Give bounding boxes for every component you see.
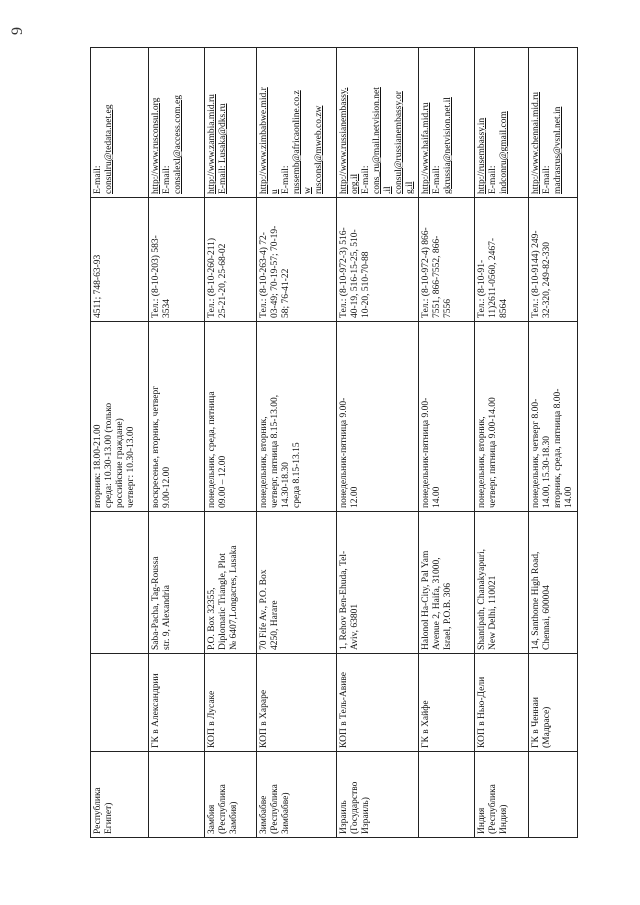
- mission-line: КОП в Лусаке: [207, 690, 217, 748]
- contact-link[interactable]: indconru@gmail.com: [499, 111, 509, 194]
- country-line: Замбия: [207, 804, 217, 834]
- address-line: P.O. Box 32355,: [207, 587, 217, 650]
- hours-line: 12.00: [350, 486, 360, 508]
- address-cell: [205, 512, 257, 654]
- hours-line: 14.00: [432, 486, 442, 508]
- country-line: (Республика: [218, 784, 228, 834]
- hours-line: 14.00, 15.30-18.30: [542, 435, 552, 508]
- phone-cell: [257, 198, 337, 322]
- hours-line: воскресенье, вторник, четверг: [151, 385, 161, 508]
- table-row: [149, 48, 205, 838]
- phone-line: 25-21-20, 25-68-02: [218, 243, 228, 318]
- address-cell: [337, 512, 419, 654]
- contact-link[interactable]: madrasrus@vsnl.net.in: [553, 106, 563, 194]
- contacts-cell: [205, 48, 257, 198]
- country-line: Республика: [93, 787, 103, 834]
- mission-line: (Мадрасе): [542, 706, 552, 748]
- phone-line: 7551, 866-7552, 866-: [432, 235, 442, 318]
- contact-label: E-mail:: [542, 165, 552, 194]
- contact-link[interactable]: consalexl@access.com.eg: [173, 95, 183, 194]
- contact-label: E-mail:: [281, 165, 291, 194]
- contact-link[interactable]: http://www.haifa.mid.ru: [421, 102, 431, 194]
- phone-line: 32-320, 249-82-330: [542, 242, 552, 318]
- contact-link[interactable]: E-mail: Lusaka@dks.ru: [218, 103, 228, 194]
- contacts-cell: [419, 48, 475, 198]
- country-cell: [475, 752, 529, 838]
- mission-line: КОП в Нью-Дели: [477, 676, 487, 748]
- contact-link[interactable]: .il: [383, 186, 393, 194]
- country-cell: [149, 752, 205, 838]
- contact-link[interactable]: http://www.zambia.mid.ru: [207, 94, 217, 194]
- hours-line: среда 8.15-13.15: [292, 442, 302, 508]
- country-line: Замбия): [229, 801, 239, 834]
- country-line: (Республика: [270, 784, 280, 834]
- table-row: [337, 48, 419, 838]
- address-line: Israel, P.O.B. 306: [443, 582, 453, 650]
- hours-line: вторник, среда, пятница 8.00-: [553, 388, 563, 508]
- address-cell: [257, 512, 337, 654]
- contacts-cell: [91, 48, 149, 198]
- contact-link[interactable]: cons_ru@mail.netvision.net: [372, 87, 382, 194]
- phone-line: 03-49; 70-19-57; 70-19-: [270, 225, 280, 318]
- phone-line: Тел.: (8-10-9144) 249-: [531, 230, 541, 318]
- phone-cell: [475, 198, 529, 322]
- country-line: Индия: [477, 807, 487, 834]
- address-line: № 6407,Longacres, Lusaka: [229, 545, 239, 650]
- contact-label: E-mail:: [93, 165, 103, 194]
- address-line: Shantipath, Chanakyapuri,: [477, 548, 487, 650]
- mission-line: КОП в Тель-Авиве: [339, 671, 349, 748]
- contact-link[interactable]: org.il: [350, 173, 360, 194]
- contacts-cell: [337, 48, 419, 198]
- mission-cell: [337, 654, 419, 752]
- hours-line: среда: 10.30-13.00 (только: [104, 402, 114, 508]
- hours-cell: [149, 322, 205, 512]
- contact-link[interactable]: http://www.russianembassy.: [339, 87, 349, 194]
- address-cell: [91, 512, 149, 654]
- hours-line: российские граждане): [115, 418, 125, 508]
- phone-cell: [205, 198, 257, 322]
- mission-line: ГК в Александрии: [151, 673, 161, 748]
- contact-label: E-mail:: [432, 165, 442, 194]
- address-line: str. 9, Alexandria: [162, 585, 172, 650]
- address-line: Halonol Ha-City, Pal Yam: [421, 550, 431, 650]
- mission-cell: [419, 654, 475, 752]
- contact-link[interactable]: http://www.rusconsul.org: [151, 97, 161, 194]
- contact-label: E-mail:: [162, 165, 172, 194]
- phone-line: Тел.: (8-10-260-211): [207, 237, 217, 318]
- phone-line: 40-19, 516-15-25, 510-: [350, 229, 360, 318]
- phone-line: 3534: [162, 299, 172, 318]
- contact-link[interactable]: http://rusembassy.in: [477, 117, 487, 194]
- phone-cell: [337, 198, 419, 322]
- rotated-table-container: [90, 48, 575, 838]
- contact-link[interactable]: w: [303, 187, 313, 194]
- contact-link[interactable]: rusconsl@mweb.co.zw: [314, 105, 324, 194]
- mission-cell: [529, 654, 578, 752]
- mission-cell: [149, 654, 205, 752]
- phone-line: Тел.: (8-10-972-4) 866-: [421, 227, 431, 318]
- contact-link[interactable]: gkrussia@netvision.net.il: [443, 97, 453, 194]
- hours-line: понедельник, среда, пятница: [207, 391, 217, 508]
- phone-cell: [149, 198, 205, 322]
- address-line: Chennai, 600004: [542, 585, 552, 650]
- mission-cell: [91, 654, 149, 752]
- country-line: Израиль): [361, 797, 371, 834]
- address-line: Avenue 2, Haifa, 31000,: [432, 557, 442, 650]
- hours-line: вторник: 18.00-21.00: [93, 424, 103, 508]
- mission-cell: [257, 654, 337, 752]
- address-cell: [149, 512, 205, 654]
- hours-line: понедельник, вторник,: [259, 416, 269, 508]
- mission-line: ГК в Ченнаи: [531, 697, 541, 748]
- mission-cell: [205, 654, 257, 752]
- address-cell: [475, 512, 529, 654]
- mission-line: ГК в Хайфе: [421, 700, 431, 748]
- contact-link[interactable]: u: [270, 189, 280, 194]
- address-line: 4250, Harare: [270, 600, 280, 650]
- phone-cell: [529, 198, 578, 322]
- contact-link[interactable]: russemb@africaonline.co.z: [292, 90, 302, 194]
- hours-cell: [91, 322, 149, 512]
- hours-line: четверг, пятница 8.15-13.00,: [270, 394, 280, 508]
- hours-line: понедельник, вторник,: [477, 416, 487, 508]
- table-row: [91, 48, 149, 838]
- hours-cell: [475, 322, 529, 512]
- contacts-cell: [529, 48, 578, 198]
- contact-label: E-mail:: [488, 165, 498, 194]
- contacts-cell: [257, 48, 337, 198]
- hours-line: четверг: 10.30-13.00: [126, 426, 136, 508]
- consulates-table: [90, 47, 578, 838]
- country-line: (Государство: [350, 781, 360, 834]
- hours-line: 9.00-12.00: [162, 466, 172, 508]
- address-line: Saba-Pacha, Tag-Roussa: [151, 556, 161, 650]
- address-line: Aviv, 63801: [350, 603, 360, 650]
- address-line: New Delhi, 110021: [488, 575, 498, 650]
- address-line: Diplomatic Triangle, Plot: [218, 553, 228, 650]
- phone-line: Тел.: (8-10-91-: [477, 259, 487, 318]
- hours-line: понедельник, четверг 8.00-: [531, 398, 541, 508]
- contact-label: E-mail:: [361, 165, 371, 194]
- country-line: Египет): [104, 802, 114, 834]
- mission-line: КОП в Хараре: [259, 689, 269, 748]
- hours-cell: [257, 322, 337, 512]
- phone-cell: [91, 198, 149, 322]
- phone-line: Тел.: (8-10-203) 583-: [151, 235, 161, 318]
- country-line: Зимбабве): [281, 792, 291, 834]
- country-cell: [257, 752, 337, 838]
- hours-line: 14.00: [564, 486, 574, 508]
- phone-line: Тел.: (8-10-263-4) 72-: [259, 232, 269, 318]
- address-line: 14, Santhome High Road,: [531, 551, 541, 650]
- phone-line: 4511; 748-63-93: [93, 254, 103, 318]
- page-mark: 9: [9, 27, 26, 35]
- table-row: [205, 48, 257, 838]
- phone-line: 8564: [499, 299, 509, 318]
- address-line: 70 Fife Av., P.O. Box: [259, 569, 269, 650]
- phone-cell: [419, 198, 475, 322]
- hours-line: четверг, пятница 9.00-14.00: [488, 397, 498, 508]
- contact-link[interactable]: consulru@tedata.net.eg: [104, 104, 114, 194]
- hours-line: 14.30-18.30: [281, 462, 291, 508]
- country-line: Индия): [499, 804, 509, 834]
- country-cell: [529, 752, 578, 838]
- table-row: [257, 48, 337, 838]
- country-cell: [419, 752, 475, 838]
- hours-cell: [529, 322, 578, 512]
- country-line: Зимбабве: [259, 795, 269, 834]
- contact-link[interactable]: http://www.chennai.mid.ru: [531, 91, 541, 194]
- table-body: [91, 48, 578, 838]
- hours-cell: [419, 322, 475, 512]
- phone-line: 7556: [443, 299, 453, 318]
- address-line: 1, Rehov Ben-Ehuda, Tel-: [339, 550, 349, 650]
- hours-line: понедельник-пятница 9.00-: [339, 397, 349, 508]
- country-cell: [205, 752, 257, 838]
- phone-line: 58; 76-41-22: [281, 268, 291, 318]
- country-line: Израиль: [339, 800, 349, 834]
- contact-link[interactable]: g.il: [405, 181, 415, 194]
- country-cell: [337, 752, 419, 838]
- hours-cell: [337, 322, 419, 512]
- address-cell: [529, 512, 578, 654]
- phone-line: 11)2611-0560, 2467-: [488, 237, 498, 318]
- contact-link[interactable]: http://www.zimbabwe.mid.r: [259, 87, 269, 194]
- hours-cell: [205, 322, 257, 512]
- contacts-cell: [475, 48, 529, 198]
- table-row: [529, 48, 578, 838]
- country-line: (Республика: [488, 784, 498, 834]
- contact-link[interactable]: consul@russianembassy.or: [394, 91, 404, 194]
- country-cell: [91, 752, 149, 838]
- table-row: [419, 48, 475, 838]
- contacts-cell: [149, 48, 205, 198]
- hours-line: 09.00 – 12.00: [218, 455, 228, 508]
- hours-line: понедельник-пятница 9.00-: [421, 397, 431, 508]
- table-row: [475, 48, 529, 838]
- address-cell: [419, 512, 475, 654]
- phone-line: Тел.: (8-10-972-3) 516-: [339, 227, 349, 318]
- mission-cell: [475, 654, 529, 752]
- phone-line: 10-20, 510-70-88: [361, 251, 371, 318]
